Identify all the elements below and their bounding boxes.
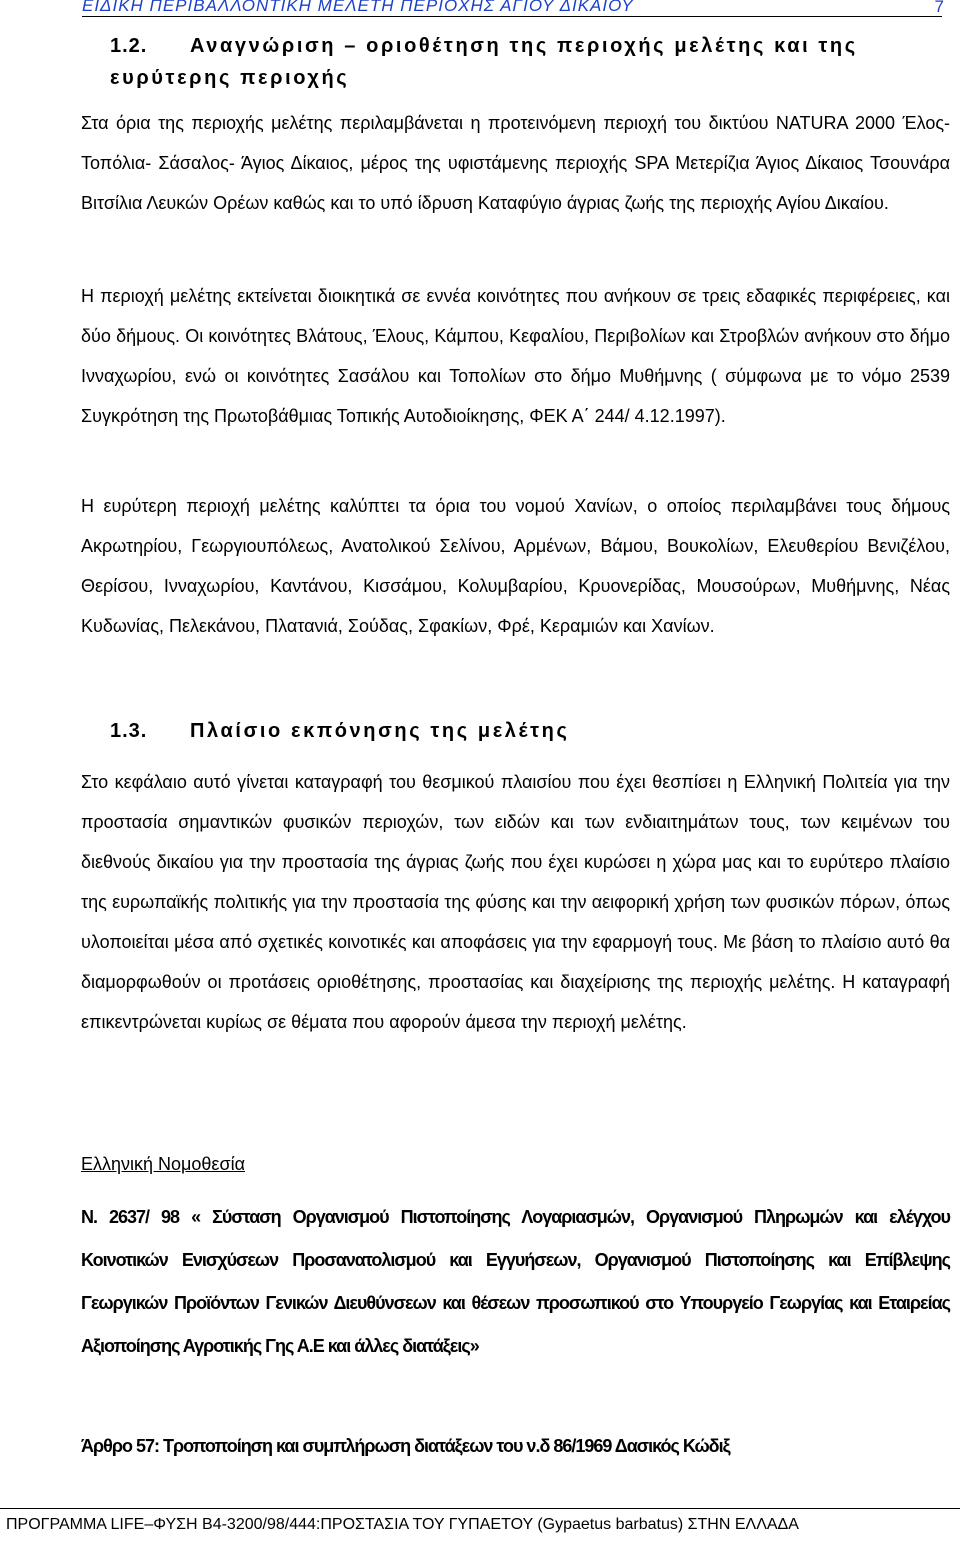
section-title: Αναγνώριση – οριοθέτηση της περιοχής μελέτης και της ευρύτερης περιοχής bbox=[110, 35, 858, 89]
legislation-heading: Ελληνική Νομοθεσία bbox=[81, 1154, 245, 1174]
section-1-2-heading bbox=[110, 30, 890, 94]
section-number: 1.3. bbox=[110, 720, 148, 742]
paragraph: Στα όρια της περιοχής μελέτης περιλαμβάνεται η προτεινόμενη περιοχή του δικτύου NATURA 2000 Έλος- Τοπόλια- Σάσαλος- Άγιος Δίκαιος, μέρος της υφιστάμενης περιοχής SPA Μετερίζια Άγιος Δίκαιος Τσουνάρα Βιτσίλια Λευκών Ορέων καθώς και το υπό ίδρυση Καταφύγιο άγριας ζωής της περιοχής Αγίου Δικαίου. bbox=[81, 113, 950, 213]
paragraph: Η περιοχή μελέτης εκτείνεται διοικητικά σε εννέα κοινότητες που ανήκουν σε τρεις εδαφικές περιφέρειες, και δύο δήμους. Οι κοινότητες Βλάτους, Έλους, Κάμπου, Κεφαλίου, Περιβολίων και Στροβλών ανήκουν στο δήμο Ινναχωρίου, ενώ οι κοινότητες Σασάλου και Τοπολίων στο δήμο Μυθήμνης ( σύμφωνα με το νόμο 2539 Συγκρότηση της Πρωτοβάθμιας Τοπικής Αυτοδιοίκησης, ΦΕΚ Α΄ 244/ 4.12.1997). bbox=[81, 286, 950, 426]
article-citation: Άρθρο 57: Τροποποίηση και συμπλήρωση διατάξεων του ν.δ 86/1969 Δασικός Κώδιξ bbox=[81, 1436, 730, 1456]
page-number: 7 bbox=[934, 0, 944, 16]
section-title: Πλαίσιο εκπόνησης της μελέτης bbox=[190, 720, 570, 742]
header-divider bbox=[82, 16, 942, 17]
law-citation: Ν. 2637/ 98 « Σύσταση Οργανισμού Πιστοποίησης Λογαριασμών, Οργανισμού Πληρωμών και ελέγχου Κοινοτικών Ενισχύσεων Προσανατολισμού και Εγγυήσεων, Οργανισμού Πιστοποίησης και Επίβλεψης Γεωργικών Προϊόντων Γενικών Διευθύνσεων και θέσεων προσωπικού στο Υπουργείο Γεωργίας και Εταιρείας Αξιοποίησης Αγροτικής Γης Α.Ε και άλλες διατάξεις» bbox=[81, 1207, 950, 1356]
section-number: 1.2. bbox=[110, 35, 148, 57]
paragraph: Στο κεφάλαιο αυτό γίνεται καταγραφή του θεσμικού πλαισίου που έχει θεσπίσει η Ελληνική Πολιτεία για την προστασία σημαντικών φυσικών περιοχών, των ειδών και των ενδιαιτημάτων τους, των κειμένων του διεθνούς δικαίου για την προστασία της άγριας ζωής που έχει κυρώσει η χώρα μας και το ευρύτερο πλαίσιο της ευρωπαϊκής πολιτικής για την προστασία της φύσης και την αειφορική χρήση των φυσικών πόρων, όπως υλοποιείται μέσα από σχετικές κοινοτικές και αποφάσεις για την εφαρμογή τους. Με βάση το πλαίσιο αυτό θα διαμορφωθούν οι προτάσεις οριοθέτησης, προστασίας και διαχείρισης της περιοχής μελέτης. Η καταγραφή επικεντρώνεται κυρίως σε θέματα που αφορούν άμεσα την περιοχή μελέτης. bbox=[81, 772, 950, 1032]
paragraph: Η ευρύτερη περιοχή μελέτης καλύπτει τα όρια του νομού Χανίων, ο οποίος περιλαμβάνει τους δήμους Ακρωτηρίου, Γεωργιουπόλεως, Ανατολικού Σελίνου, Αρμένων, Βάμου, Βουκολίων, Ελευθερίου Βενιζέλου, Θερίσου, Ινναχωρίου, Καντάνου, Κισσάμου, Κολυμβαρίου, Κρυονερίδας, Μουσούρων, Μυθήμνης, Νέας Κυδωνίας, Πελεκάνου, Πλατανιά, Σούδας, Σφακίων, Φρέ, Κεραμιών και Χανίων. bbox=[81, 496, 950, 636]
footer-divider bbox=[0, 1508, 960, 1509]
footer-text: ΠΡΟΓΡΑΜΜΑ LIFE–ΦΥΣΗ Β4-3200/98/444:ΠΡΟΣΤΑΣΙΑ ΤΟΥ ΓΥΠΑΕΤΟΥ (Gypaetus barbatus) ΣΤΗΝ ΕΛΛΑΔΑ bbox=[6, 1516, 799, 1533]
running-header-title: ΕΙΔΙΚΗ ΠΕΡΙΒΑΛΛΟΝΤΙΚΗ ΜΕΛΕΤΗ ΠΕΡΙΟΧΗΣ ΑΓΙΟΥ ΔΙΚΑΙΟΥ bbox=[82, 0, 634, 15]
section-1-3-heading bbox=[110, 715, 890, 747]
